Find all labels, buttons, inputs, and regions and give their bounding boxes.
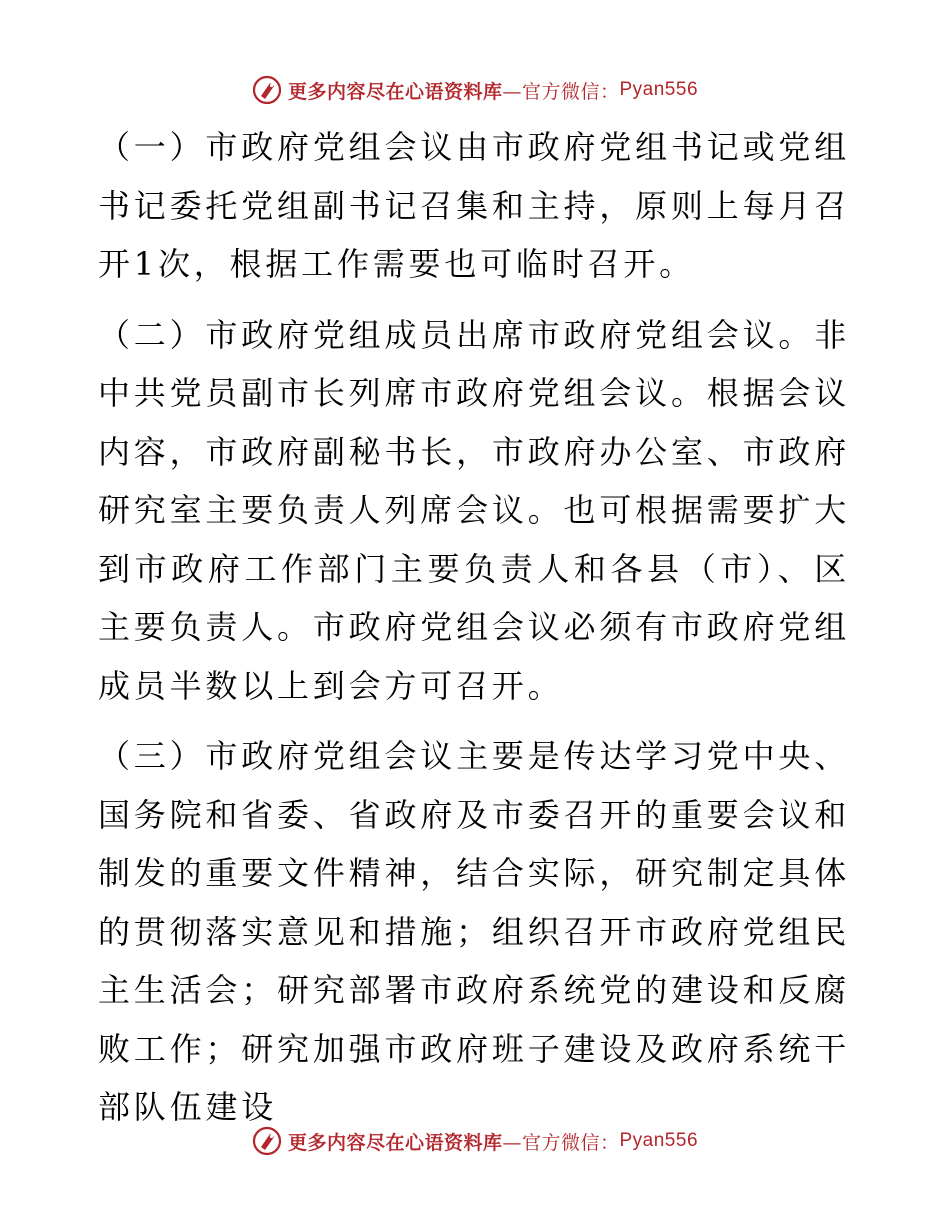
watermark-text: 更多内容尽在心语资料库 (287, 80, 503, 103)
pen-nib-logo-icon (252, 75, 282, 105)
pen-nib-logo-icon (252, 1126, 282, 1156)
watermark-separator: —官方微信： (502, 1131, 620, 1154)
paragraph-1: （一）市政府党组会议由市政府党组书记或党组书记委托党组副书记召集和主持，原则上每月召开1次，根据工作需要也可临时召开。 (98, 128, 850, 283)
paragraph-2: （二）市政府党组成员出席市政府党组会议。非中共党员副市长列席市政府党组会议。根据会议内容，市政府副秘书长，市政府办公室、市政府研究室主要负责人列席会议。也可根据需要扩大到市政府工作部门主要负责人和各县（市）、区主要负责人。市政府党组会议必须有市政府党组成员半数以上到会方可召开。 (98, 315, 850, 705)
watermark-text: 更多内容尽在心语资料库 (287, 1131, 503, 1154)
header-watermark (0, 70, 950, 110)
watermark-account: Pyan556 (619, 1130, 699, 1151)
watermark-separator: —官方微信： (502, 80, 620, 103)
watermark-account: Pyan556 (619, 79, 699, 100)
document-body (98, 118, 850, 1138)
paragraph-3: （三）市政府党组会议主要是传达学习党中央、国务院和省委、省政府及市委召开的重要会议和制发的重要文件精神，结合实际，研究制定具体的贯彻落实意见和措施；组织召开市政府党组民主生活会；研究部署市政府系统党的建设和反腐败工作；研究加强市政府班子建设及政府系统干部队伍建设 (98, 737, 850, 1126)
footer-watermark (0, 1121, 950, 1161)
